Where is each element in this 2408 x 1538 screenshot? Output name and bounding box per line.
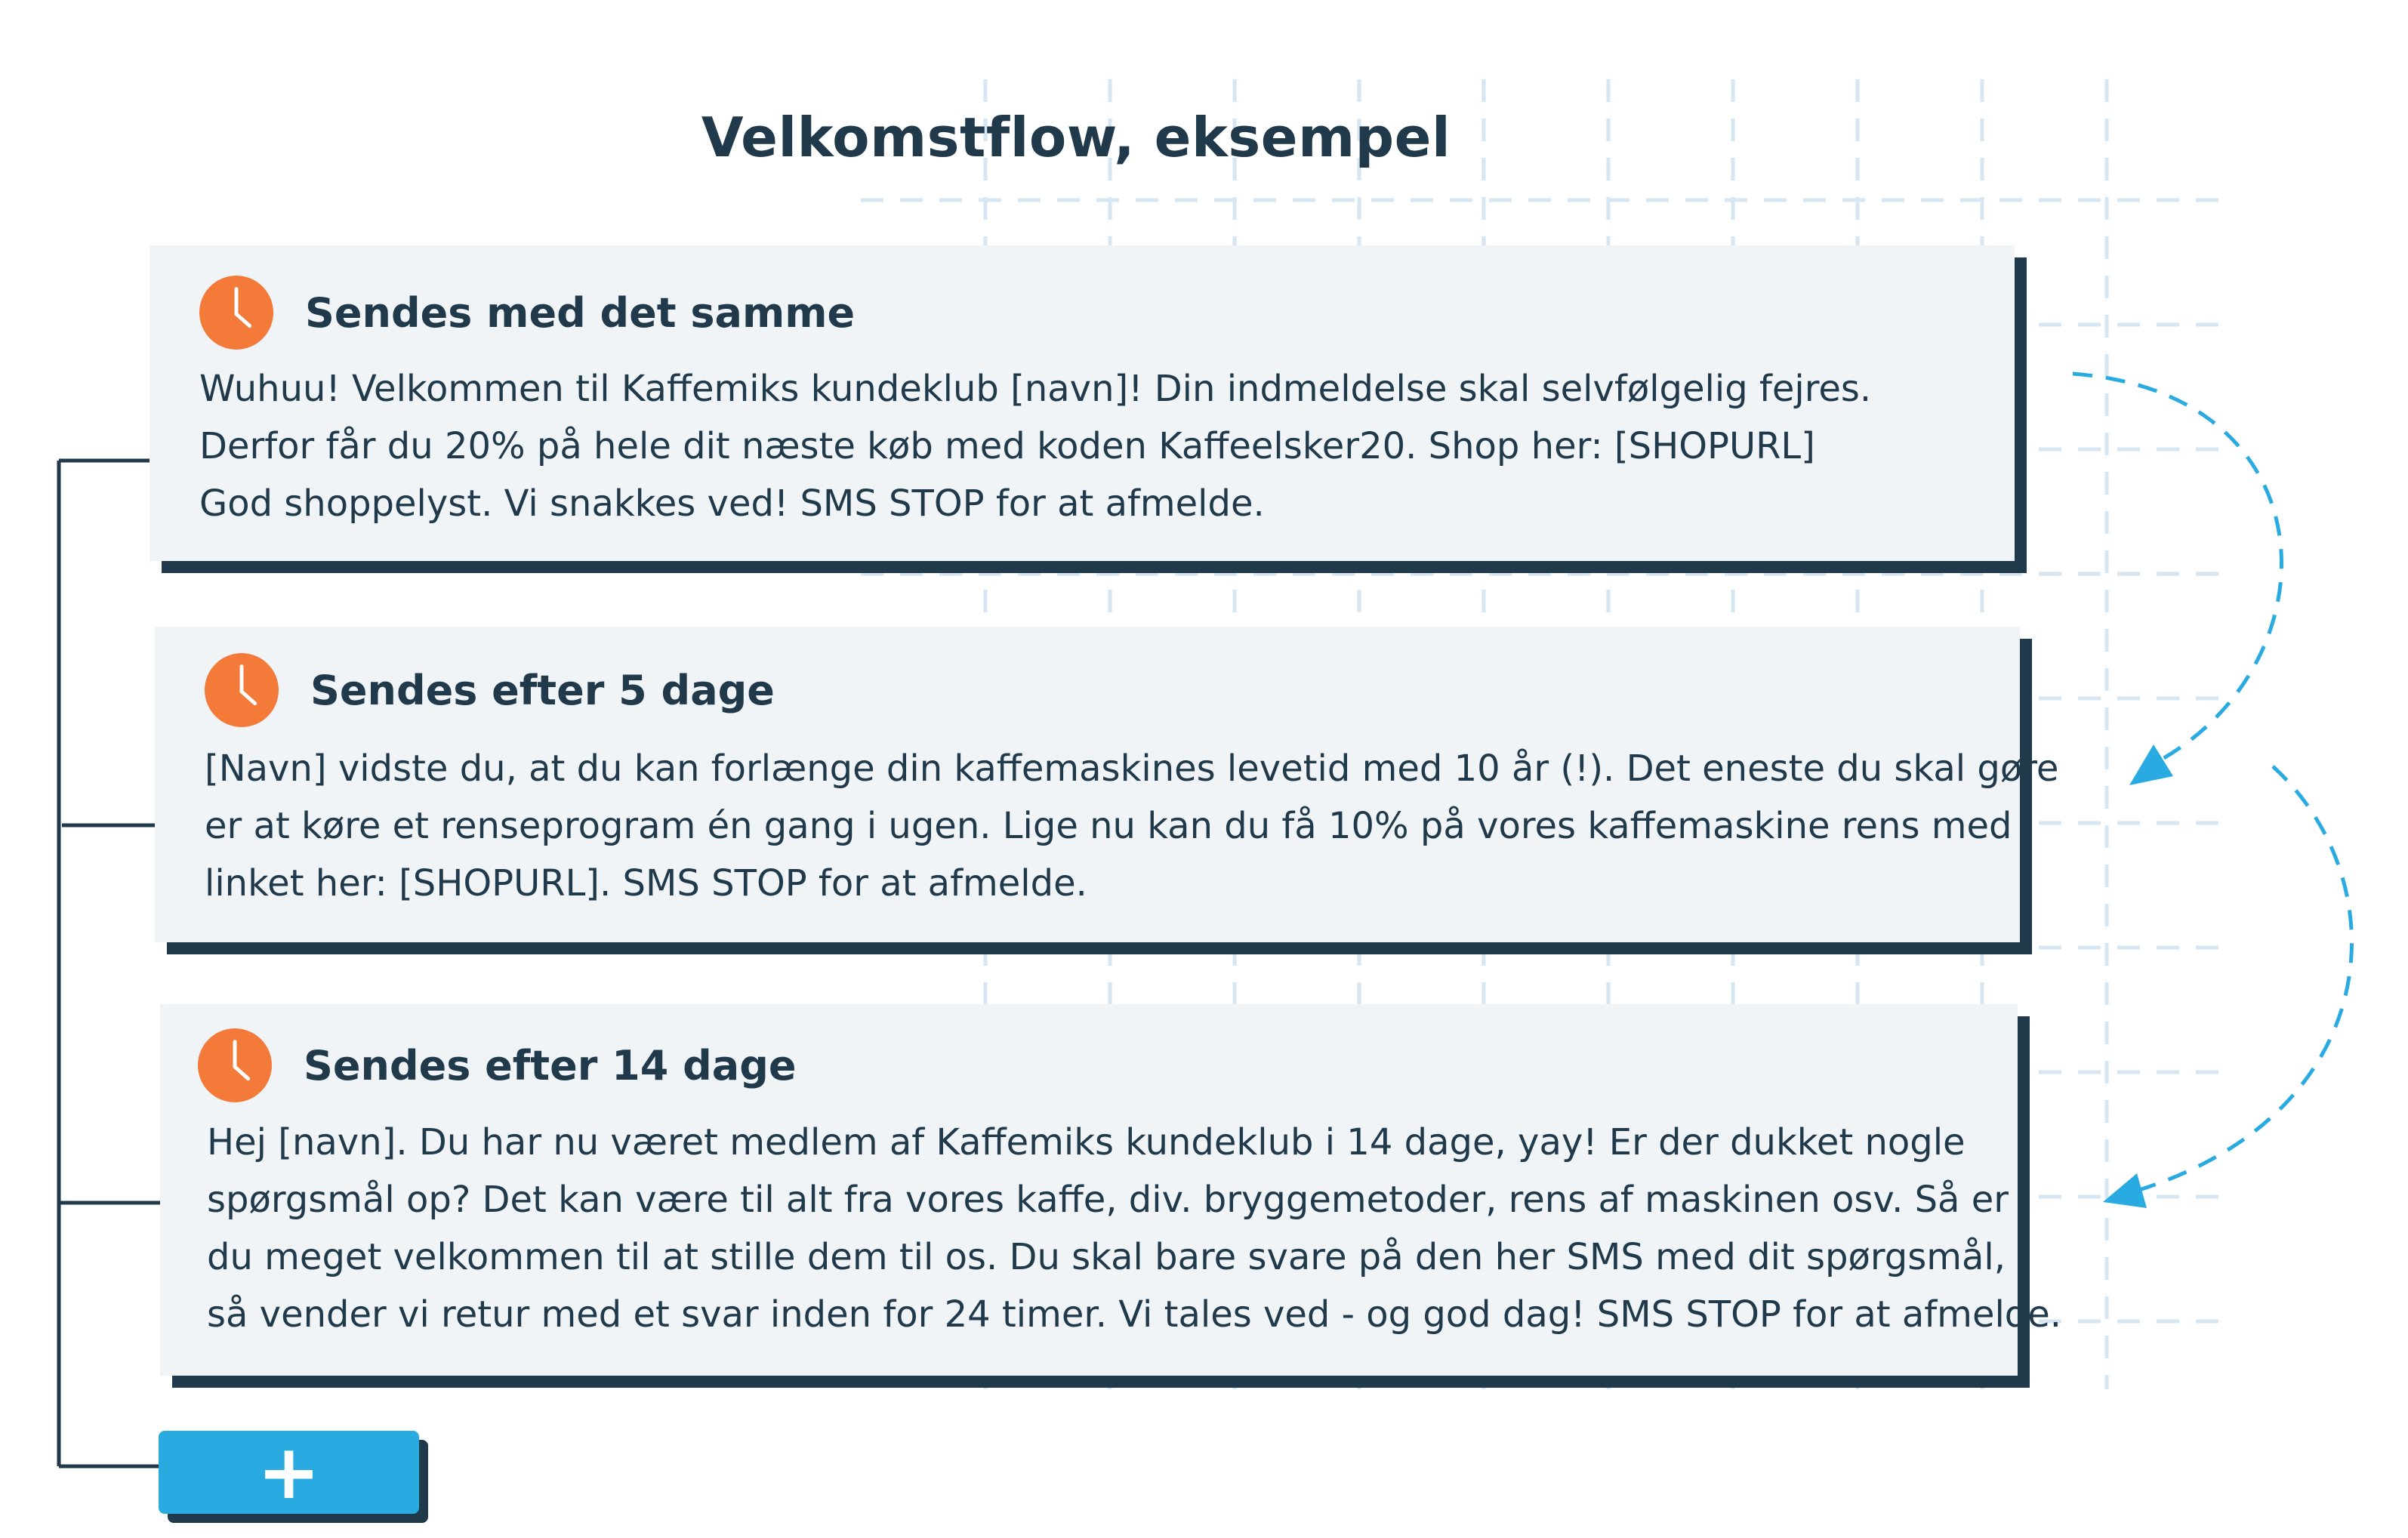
message-card-1[interactable] [150,245,2015,561]
message-line: linket her: [SHOPURL]. SMS STOP for at afmelde. [205,862,1087,905]
message-line: Derfor får du 20% på hele dit næste køb med koden Kaffeelsker20. Shop her: [SHOPURL] [199,425,1815,467]
clock-icon [199,276,273,350]
message-line: Hej [navn]. Du har nu været medlem af Kaffemiks kundeklub i 14 dage, yay! Er der dukket nogle [207,1121,1966,1164]
message-line: [Navn] vidste du, at du kan forlænge din kaffemaskines levetid med 10 år (!). Det eneste du skal gøre [205,747,2059,790]
add-message-button[interactable] [159,1428,419,1516]
arrow-2-head [2103,1173,2147,1208]
plus-icon: + [257,1428,321,1516]
arrow-1-head [2129,744,2173,785]
page-title: Velkomstflow, eksempel [701,106,1451,169]
card-title: Sendes efter 5 dage [310,666,775,714]
clock-icon [198,1028,272,1102]
card-title: Sendes med det samme [305,288,856,337]
message-text [207,1114,2061,1343]
message-card-2[interactable] [155,627,2059,942]
message-line: så vender vi retur med et svar inden for 24 timer. Vi tales ved - og god dag! SMS STOP for at afmelde. [207,1293,2062,1336]
card-header [198,1028,796,1102]
message-text [205,740,2058,912]
flow-arrows [2073,374,2352,1208]
message-line: spørgsmål op? Det kan være til alt fra vores kaffe, div. bryggemetoder, rens af maskinen osv. Så er [207,1179,2009,1221]
card-title: Sendes efter 14 dage [304,1041,797,1090]
message-line: God shoppelyst. Vi snakkes ved! SMS STOP for at afmelde. [199,482,1265,525]
clock-icon [205,653,279,727]
message-line: Wuhuu! Velkommen til Kaffemiks kundeklub [navn]! Din indmeldelse skal selvfølgelig fejres. [199,368,1872,410]
message-text [199,360,1871,532]
message-card-3[interactable] [160,1004,2062,1376]
card-header [199,276,855,350]
message-line: du meget velkommen til at stille dem til os. Du skal bare svare på den her SMS med dit spørgsmål, [207,1236,2006,1278]
card-header [205,653,775,727]
arrow-2-to-3 [2129,766,2352,1193]
arrow-1-to-2 [2073,374,2282,763]
message-line: er at køre et renseprogram én gang i ugen. Lige nu kan du få 10% på vores kaffemaskine rens med [205,805,2012,847]
